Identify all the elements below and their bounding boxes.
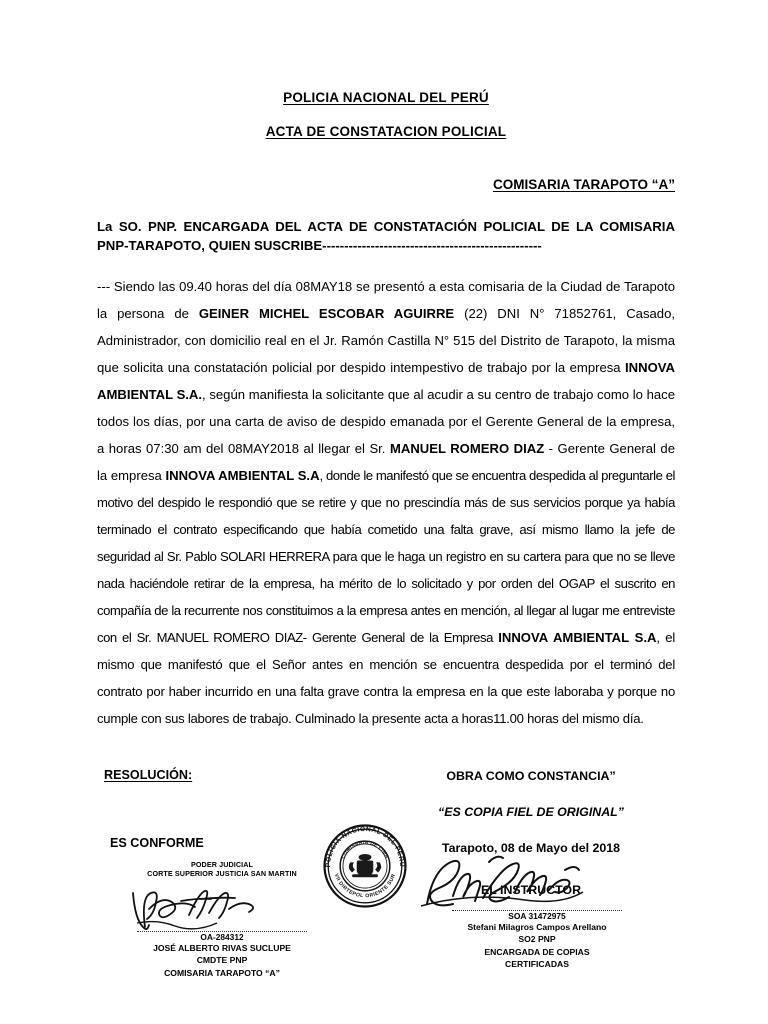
signature-left-unit: COMISARIA TARAPOTO “A”	[164, 967, 280, 978]
narrative-segment-6: , el mismo que manifestó que el Señor antes en mención se encuentra despedida por el terminó del contrato por haber incurrido en una falta grave contra la empresa en la que este laboraba y porque no cumple con sus labores de trabajo. Culminado la presente acta a horas11.00 horas del mismo día.	[97, 629, 675, 726]
place-and-date: Tarapoto, 08 de Mayo del 2018	[441, 841, 621, 855]
signature-right-rank: SO2 PNP	[518, 934, 556, 945]
signature-block-right	[397, 900, 677, 971]
lead-paragraph: La SO. PNP. ENCARGADA DEL ACTA DE CONSTATACIÓN POLICIAL DE LA COMISARIA PNP-TARAPOTO, QUIEN SUSCRIBE--------------------------------------------------	[97, 219, 675, 254]
company-name-second-mention: INNOVA AMBIENTAL S.A	[165, 468, 320, 484]
company-name-first-mention: INNOVA AMBIENTAL S.A.	[97, 360, 675, 403]
station-heading-text: COMISARIA TARAPOTO “A”	[493, 177, 675, 192]
signature-left-name: JOSÉ ALBERTO RIVAS SUCLUPE	[153, 942, 291, 953]
signature-right-role-line-1: ENCARGADA DE COPIAS	[484, 946, 590, 957]
signature-left-rank: CMDTE PNP	[196, 955, 248, 966]
institution-heading-text: POLICIA NACIONAL DEL PERÚ	[283, 90, 489, 105]
svg-text:POLICIA NACIONAL DEL PERU: POLICIA NACIONAL DEL PERU	[324, 825, 406, 868]
narrative-segment-1: --- Siendo las 09.40 horas del día 08MAY18 se presentó a esta comisaria de la Ciudad de Tarapoto la persona de	[97, 279, 675, 322]
institution-heading	[97, 90, 675, 105]
document-title-text: ACTA DE CONSTATACION POLICIAL	[265, 124, 507, 139]
el-instructor-label: EL INSTRUCTOR	[480, 883, 582, 897]
handwritten-signature-left	[97, 879, 347, 931]
signature-footer	[97, 760, 675, 1024]
svg-text:COMISARIA DE LIMA: COMISARIA DE LIMA	[341, 840, 389, 860]
poder-judicial-stamp-line-2: CORTE SUPERIOR JUSTICIA SAN MARTIN	[147, 869, 297, 879]
act-narrative-paragraph	[97, 274, 675, 732]
narrative-segment-2: (22) DNI N° 71852761, Casado, Administrador, con domicilio real en el Jr. Ramón Castilla N° 515 del Distrito de Tarapoto, la misma que solicita una constatación policial por despido intempestivo de trabajo por la empresa	[97, 306, 675, 376]
narrative-segment-3: , según manifiesta la solicitante que al acudir a su centro de trabajo como lo hace todos los días, por una carta de aviso de despido emanada por el Gerente General de la empresa, a horas 07:30 am del 08MAY2018 al llegar el Sr.	[97, 387, 675, 457]
obra-como-constancia-label: OBRA COMO CONSTANCIA”	[446, 769, 616, 783]
poder-judicial-stamp-line-1: PODER JUDICIAL	[190, 860, 254, 869]
declarant-name: GEINER MICHEL ESCOBAR AGUIRRE	[198, 306, 455, 322]
svg-text:VII DIRTEPOL ORIENTE SUR: VII DIRTEPOL ORIENTE SUR	[332, 872, 398, 900]
handwritten-signature-right	[397, 848, 677, 910]
narrative-segment-5: , donde le manifestó que se encuentra despedida al preguntarle el motivo del despido le respondió que se retire y que no prescindía más de sus servicios porque ya había terminado el contrato especificando que había cometido una falta grave, así mismo llamo la jefe de seguridad al Sr. Pablo SOLARI HERRERA para que le haga un registro en su cartera para que no se lleve nada haciéndole retirar de la empresa, ha mérito de lo solicitado y por orden del OGAP el suscrito en compañía de la recurrente nos constituimos a la empresa antes en mención, al llegar al lugar me entreviste con el Sr. MANUEL ROMERO DIAZ- Gerente General de la Empresa	[97, 468, 675, 645]
es-copia-fiel-label: “ES COPIA FIEL DE ORIGINAL”	[438, 805, 624, 819]
signature-left-code: OA-284312	[200, 931, 244, 942]
company-name-third-mention: INNOVA AMBIENTAL S.A	[498, 629, 657, 645]
signature-right-role-line-2: CERTIFICADAS	[505, 959, 569, 970]
resolucion-label: RESOLUCIÓN:	[104, 768, 193, 782]
signature-right-name: Stefani Milagros Campos Arellano	[467, 922, 607, 932]
manager-name: MANUEL ROMERO DIAZ	[389, 441, 545, 457]
station-heading	[97, 177, 675, 192]
narrative-segment-4: - Gerente General de la empresa	[97, 441, 675, 484]
es-conforme-label: ES CONFORME	[110, 836, 204, 850]
document-title-heading	[97, 124, 675, 139]
document-body	[97, 0, 675, 733]
signature-right-code: SOA 31472975	[508, 911, 566, 921]
signature-block-left	[97, 860, 347, 979]
